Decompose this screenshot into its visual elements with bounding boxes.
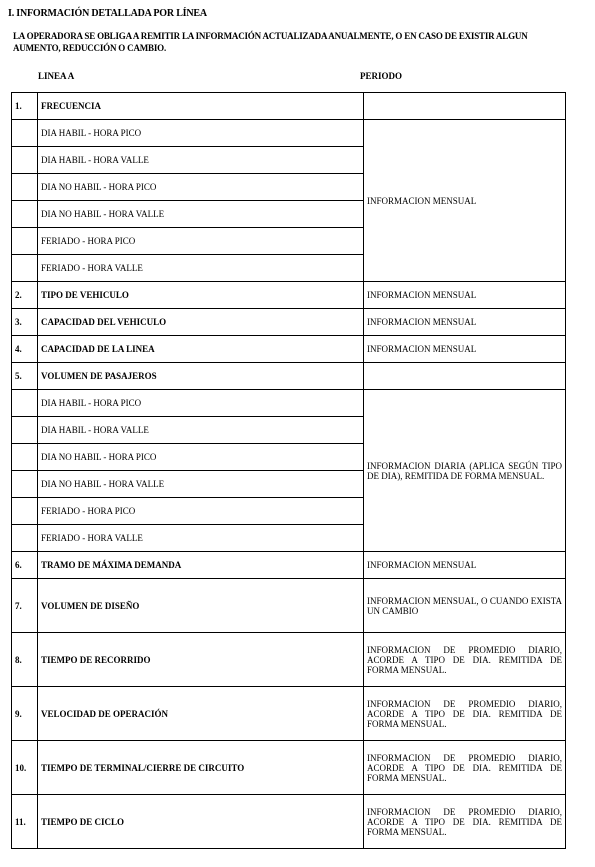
row-number: 2. [12, 282, 38, 309]
table-row [12, 579, 566, 633]
period-cell: INFORMACION MENSUAL, O CUANDO EXISTA UN CAMBIO [364, 579, 566, 633]
row-number: 3. [12, 309, 38, 336]
period-cell: INFORMACION DE PROMEDIO DIARIO, ACORDE A TIPO DE DIA. REMITIDA DE FORMA MENSUAL. [364, 633, 566, 687]
table-row [12, 93, 566, 120]
row-label: FRECUENCIA [38, 93, 364, 120]
table-row [12, 390, 566, 417]
row-number: 10. [12, 741, 38, 795]
row-label: CAPACIDAD DEL VEHICULO [38, 309, 364, 336]
column-header-period: PERIODO [360, 71, 403, 81]
sub-row-label: DIA HABIL - HORA VALLE [38, 147, 364, 174]
table-row [12, 120, 566, 147]
period-cell: INFORMACION MENSUAL [364, 120, 566, 282]
sub-row-label: FERIADO - HORA PICO [38, 228, 364, 255]
period-cell: INFORMACION DIARIA (APLICA SEGÚN TIPO DE DIA), REMITIDA DE FORMA MENSUAL. [364, 390, 566, 552]
period-cell: INFORMACION DE PROMEDIO DIARIO, ACORDE A TIPO DE DIA. REMITIDA DE FORMA MENSUAL. [364, 741, 566, 795]
row-label: VOLUMEN DE PASAJEROS [38, 363, 364, 390]
row-label: CAPACIDAD DE LA LINEA [38, 336, 364, 363]
section-title: I. INFORMACIÓN DETALLADA POR LÍNEA [8, 8, 207, 19]
column-header-line: LINEA A [38, 71, 75, 81]
row-label: TIEMPO DE CICLO [38, 795, 364, 849]
sub-row-label: DIA NO HABIL - HORA PICO [38, 444, 364, 471]
table-row [12, 687, 566, 741]
table-row [12, 633, 566, 687]
table-row [12, 282, 566, 309]
row-label: TRAMO DE MÁXIMA DEMANDA [38, 552, 364, 579]
row-label: TIEMPO DE RECORRIDO [38, 633, 364, 687]
intro-paragraph: LA OPERADORA SE OBLIGA A REMITIR LA INFORMACIÓN ACTUALIZADA ANUALMENTE, O EN CASO DE EXISTIR ALGUN AUMENTO, REDUCCIÓN O CAMBIO. [13, 31, 528, 53]
period-cell: INFORMACION DE PROMEDIO DIARIO, ACORDE A TIPO DE DIA. REMITIDA DE FORMA MENSUAL. [364, 687, 566, 741]
row-number: 1. [12, 93, 38, 120]
sub-row-label: DIA NO HABIL - HORA PICO [38, 174, 364, 201]
sub-row-label: DIA HABIL - HORA PICO [38, 390, 364, 417]
row-number: 8. [12, 633, 38, 687]
period-cell: INFORMACION MENSUAL [364, 336, 566, 363]
row-number: 11. [12, 795, 38, 849]
row-number: 4. [12, 336, 38, 363]
row-label: VOLUMEN DE DISEÑO [38, 579, 364, 633]
period-cell: INFORMACION MENSUAL [364, 552, 566, 579]
table-row [12, 741, 566, 795]
row-number: 9. [12, 687, 38, 741]
table-row [12, 309, 566, 336]
table-row [12, 552, 566, 579]
sub-row-label: DIA HABIL - HORA PICO [38, 120, 364, 147]
sub-row-label: DIA NO HABIL - HORA VALLE [38, 471, 364, 498]
row-label: VELOCIDAD DE OPERACIÓN [38, 687, 364, 741]
table-row [12, 336, 566, 363]
row-number: 6. [12, 552, 38, 579]
period-cell [364, 363, 566, 390]
sub-row-label: FERIADO - HORA VALLE [38, 255, 364, 282]
sub-row-label: FERIADO - HORA PICO [38, 498, 364, 525]
row-number: 7. [12, 579, 38, 633]
row-number: 5. [12, 363, 38, 390]
sub-row-label: DIA NO HABIL - HORA VALLE [38, 201, 364, 228]
table-row [12, 795, 566, 849]
table-row [12, 363, 566, 390]
period-cell [364, 93, 566, 120]
period-cell: INFORMACION MENSUAL [364, 282, 566, 309]
period-cell: INFORMACION MENSUAL [364, 309, 566, 336]
sub-row-label: DIA HABIL - HORA VALLE [38, 417, 364, 444]
sub-row-label: FERIADO - HORA VALLE [38, 525, 364, 552]
period-cell: INFORMACION DE PROMEDIO DIARIO, ACORDE A TIPO DE DIA. REMITIDA DE FORMA MENSUAL. [364, 795, 566, 849]
row-label: TIEMPO DE TERMINAL/CIERRE DE CIRCUITO [38, 741, 364, 795]
row-label: TIPO DE VEHICULO [38, 282, 364, 309]
line-info-table [11, 92, 566, 849]
